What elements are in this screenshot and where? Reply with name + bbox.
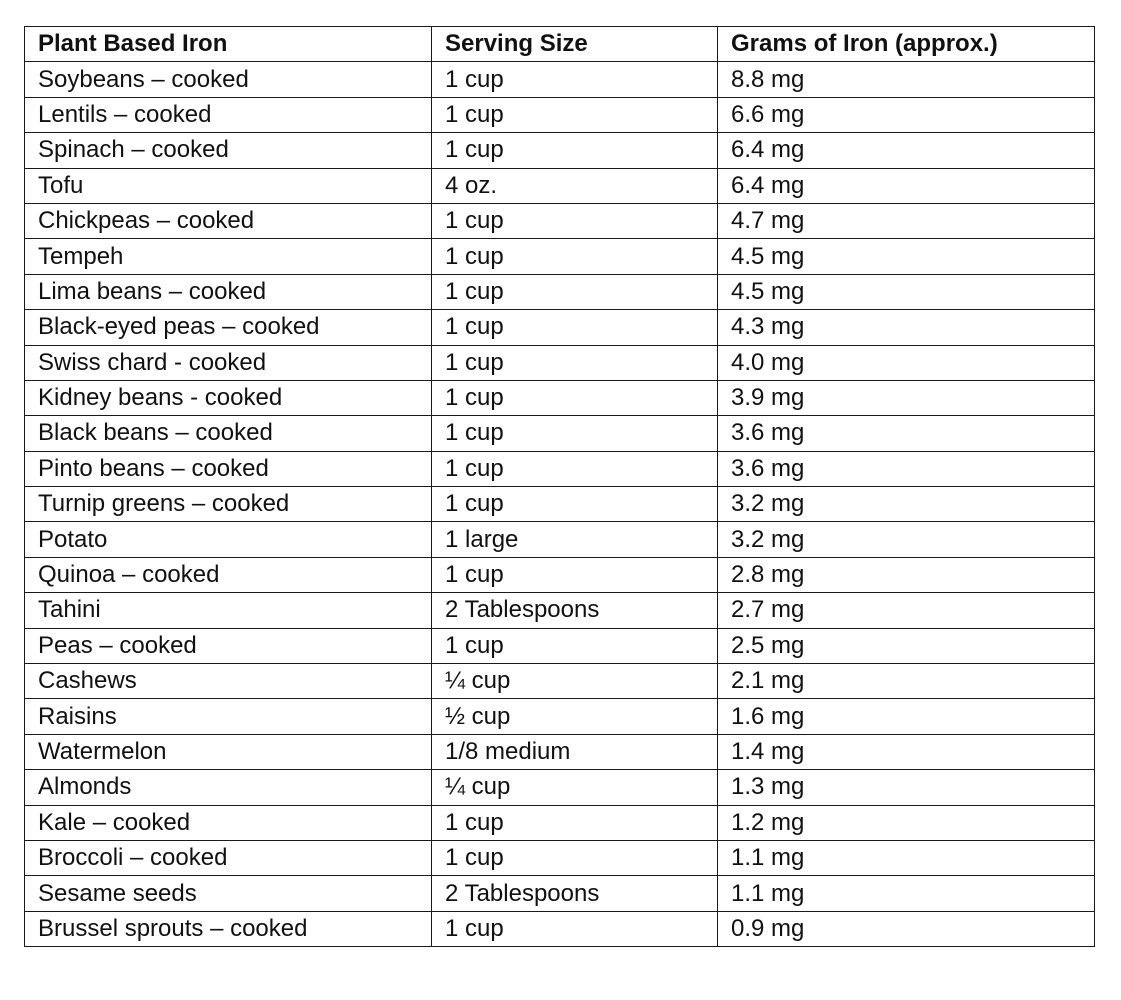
table-row [25, 133, 1095, 168]
serving-size-cell: 1 cup [432, 911, 718, 946]
iron-amount-cell: 3.2 mg [718, 487, 1095, 522]
table-row [25, 699, 1095, 734]
iron-amount-cell: 6.6 mg [718, 97, 1095, 132]
table-row [25, 62, 1095, 97]
iron-amount-cell: 2.8 mg [718, 557, 1095, 592]
table-row [25, 876, 1095, 911]
table-row [25, 487, 1095, 522]
table-row [25, 805, 1095, 840]
food-cell: Spinach – cooked [25, 133, 432, 168]
serving-size-cell: 1 cup [432, 203, 718, 238]
table-header-row [25, 27, 1095, 62]
serving-size-cell: 1 cup [432, 97, 718, 132]
serving-size-cell: 1/8 medium [432, 734, 718, 769]
serving-size-cell: 1 cup [432, 62, 718, 97]
iron-amount-cell: 3.6 mg [718, 416, 1095, 451]
header-serving-size: Serving Size [432, 27, 718, 62]
table-row [25, 168, 1095, 203]
serving-size-cell: ¼ cup [432, 770, 718, 805]
serving-size-cell: ½ cup [432, 699, 718, 734]
food-cell: Turnip greens – cooked [25, 487, 432, 522]
food-cell: Sesame seeds [25, 876, 432, 911]
iron-amount-cell: 6.4 mg [718, 133, 1095, 168]
table-row [25, 628, 1095, 663]
iron-amount-cell: 1.6 mg [718, 699, 1095, 734]
food-cell: Black-eyed peas – cooked [25, 310, 432, 345]
iron-amount-cell: 3.6 mg [718, 451, 1095, 486]
iron-amount-cell: 4.3 mg [718, 310, 1095, 345]
table-row [25, 203, 1095, 238]
iron-amount-cell: 1.3 mg [718, 770, 1095, 805]
food-cell: Peas – cooked [25, 628, 432, 663]
food-cell: Brussel sprouts – cooked [25, 911, 432, 946]
iron-amount-cell: 1.1 mg [718, 840, 1095, 875]
serving-size-cell: 1 cup [432, 840, 718, 875]
iron-amount-cell: 4.0 mg [718, 345, 1095, 380]
serving-size-cell: 1 cup [432, 416, 718, 451]
table-row [25, 345, 1095, 380]
iron-amount-cell: 2.7 mg [718, 593, 1095, 628]
iron-amount-cell: 0.9 mg [718, 911, 1095, 946]
table-row [25, 451, 1095, 486]
food-cell: Broccoli – cooked [25, 840, 432, 875]
serving-size-cell: 1 cup [432, 310, 718, 345]
food-cell: Cashews [25, 664, 432, 699]
iron-amount-cell: 4.5 mg [718, 274, 1095, 309]
food-cell: Lentils – cooked [25, 97, 432, 132]
serving-size-cell: 1 cup [432, 451, 718, 486]
serving-size-cell: 1 cup [432, 133, 718, 168]
serving-size-cell: ¼ cup [432, 664, 718, 699]
iron-amount-cell: 4.7 mg [718, 203, 1095, 238]
food-cell: Tofu [25, 168, 432, 203]
serving-size-cell: 2 Tablespoons [432, 876, 718, 911]
iron-amount-cell: 8.8 mg [718, 62, 1095, 97]
iron-amount-cell: 1.2 mg [718, 805, 1095, 840]
food-cell: Tahini [25, 593, 432, 628]
table-row [25, 522, 1095, 557]
table-row [25, 310, 1095, 345]
iron-amount-cell: 3.2 mg [718, 522, 1095, 557]
food-cell: Soybeans – cooked [25, 62, 432, 97]
food-cell: Raisins [25, 699, 432, 734]
iron-amount-cell: 3.9 mg [718, 380, 1095, 415]
serving-size-cell: 1 cup [432, 380, 718, 415]
food-cell: Almonds [25, 770, 432, 805]
header-grams-of-iron: Grams of Iron (approx.) [718, 27, 1095, 62]
table-row [25, 734, 1095, 769]
table-row [25, 380, 1095, 415]
food-cell: Pinto beans – cooked [25, 451, 432, 486]
serving-size-cell: 1 cup [432, 628, 718, 663]
iron-amount-cell: 1.1 mg [718, 876, 1095, 911]
table-row [25, 97, 1095, 132]
serving-size-cell: 1 cup [432, 239, 718, 274]
table-row [25, 770, 1095, 805]
food-cell: Watermelon [25, 734, 432, 769]
iron-amount-cell: 1.4 mg [718, 734, 1095, 769]
serving-size-cell: 1 large [432, 522, 718, 557]
serving-size-cell: 1 cup [432, 274, 718, 309]
food-cell: Tempeh [25, 239, 432, 274]
serving-size-cell: 1 cup [432, 805, 718, 840]
table-row [25, 840, 1095, 875]
serving-size-cell: 1 cup [432, 487, 718, 522]
table-row [25, 664, 1095, 699]
serving-size-cell: 4 oz. [432, 168, 718, 203]
iron-amount-cell: 4.5 mg [718, 239, 1095, 274]
serving-size-cell: 1 cup [432, 345, 718, 380]
iron-amount-cell: 2.1 mg [718, 664, 1095, 699]
iron-amount-cell: 2.5 mg [718, 628, 1095, 663]
iron-amount-cell: 6.4 mg [718, 168, 1095, 203]
header-plant-based-iron: Plant Based Iron [25, 27, 432, 62]
food-cell: Kale – cooked [25, 805, 432, 840]
iron-table [24, 26, 1095, 947]
table-row [25, 557, 1095, 592]
food-cell: Black beans – cooked [25, 416, 432, 451]
food-cell: Kidney beans - cooked [25, 380, 432, 415]
food-cell: Potato [25, 522, 432, 557]
table-body [25, 62, 1095, 947]
table-row [25, 911, 1095, 946]
table-row [25, 274, 1095, 309]
serving-size-cell: 2 Tablespoons [432, 593, 718, 628]
table-row [25, 239, 1095, 274]
food-cell: Quinoa – cooked [25, 557, 432, 592]
serving-size-cell: 1 cup [432, 557, 718, 592]
table-row [25, 593, 1095, 628]
food-cell: Lima beans – cooked [25, 274, 432, 309]
food-cell: Chickpeas – cooked [25, 203, 432, 238]
food-cell: Swiss chard - cooked [25, 345, 432, 380]
table-row [25, 416, 1095, 451]
